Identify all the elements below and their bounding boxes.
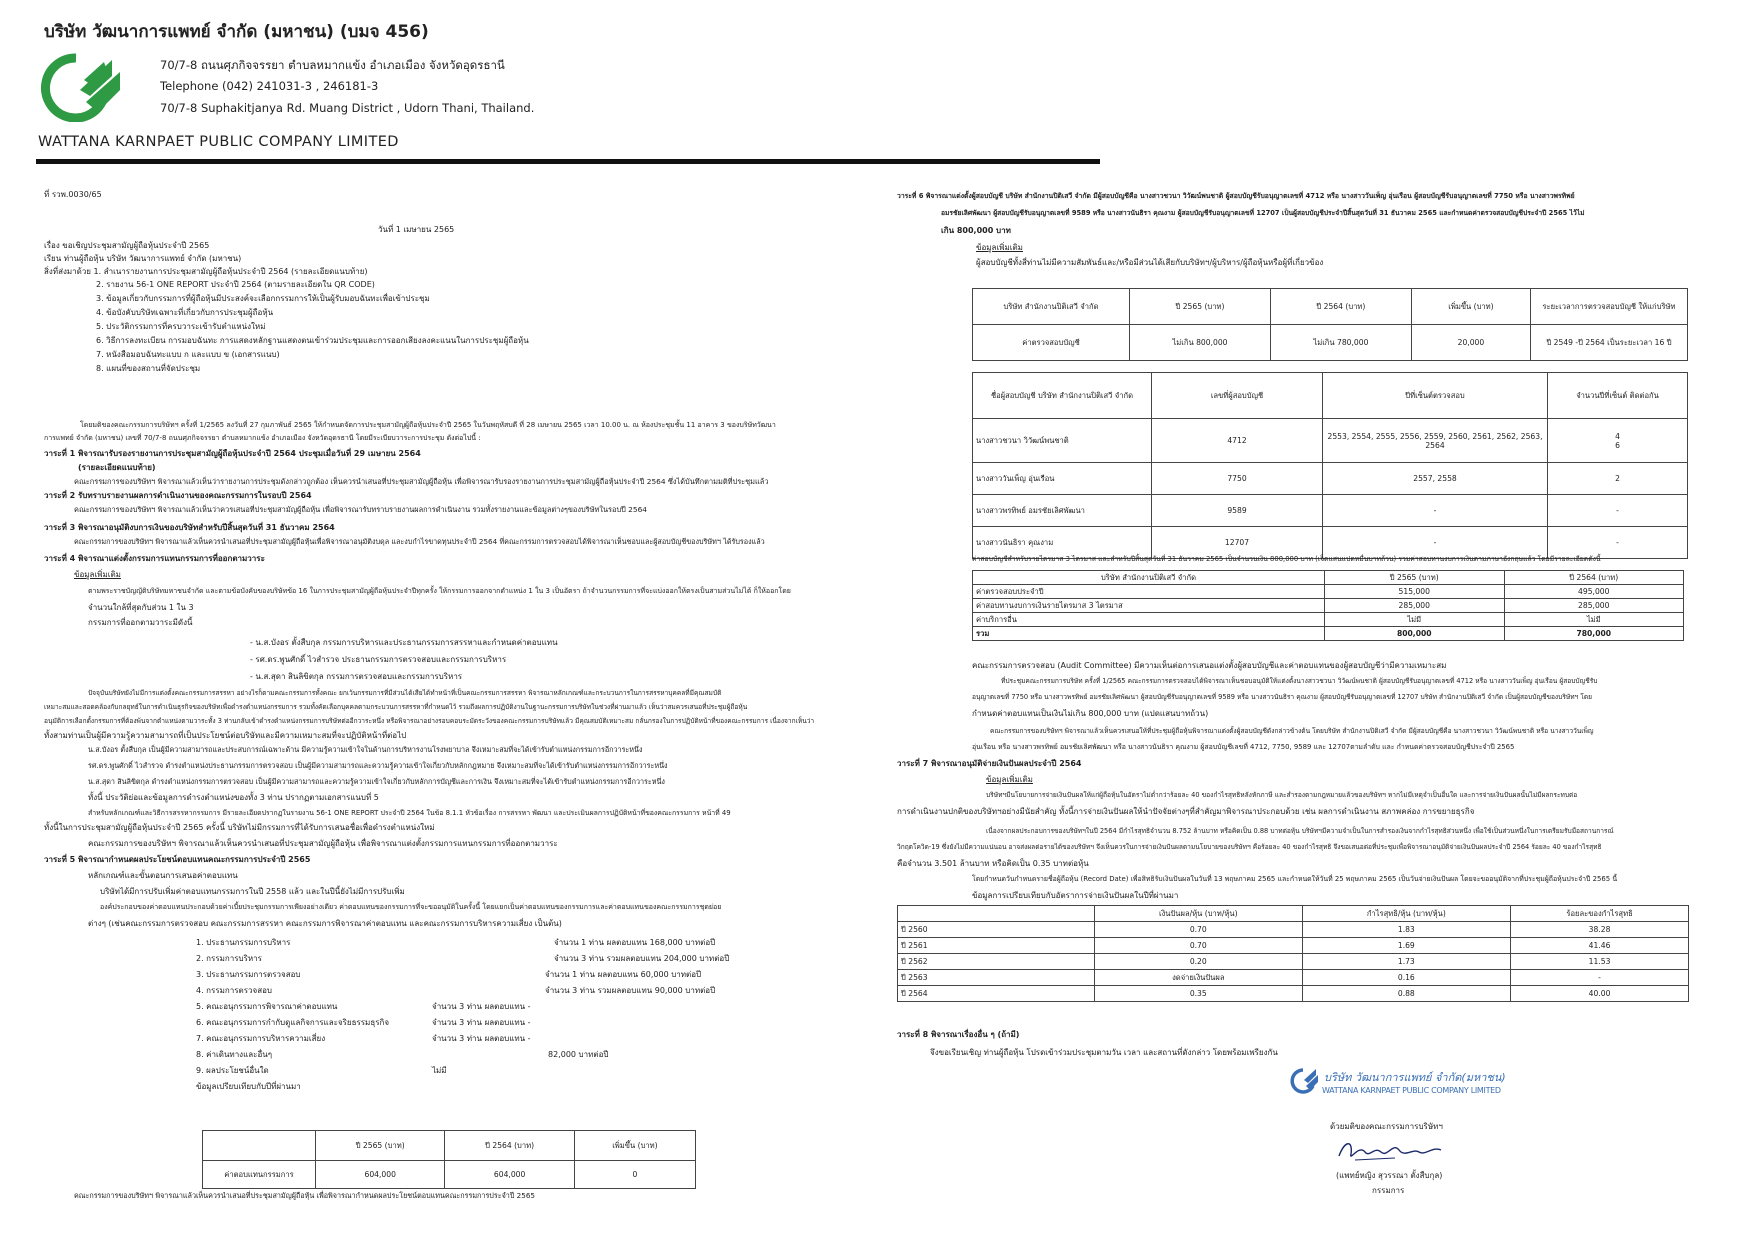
table-row — [973, 599, 1684, 613]
agenda-7-line: ข้อมูลการเปรียบเทียบกับอัตราการจ่ายเงินปันผลในปีที่ผ่านมา — [972, 891, 1179, 900]
compensation-label: 3. ประธานกรรมการตรวจสอบ — [196, 970, 301, 979]
table-row — [973, 627, 1684, 641]
table-header: บริษัท สำนักงานปิติเสวี จำกัด — [973, 571, 1325, 585]
by-board-resolution: ด้วยมติของคณะกรรมการบริษัทฯ — [1330, 1122, 1443, 1131]
table-cell: 2553, 2554, 2555, 2556, 2559, 2560, 2561, 2562, 2563, 2564 — [1323, 419, 1548, 463]
agenda-4-line: น.ส.สุดา สินลิขิตกุล ดำรงตำแหน่งกรรมการตรวจสอบ เป็นผู้มีความสามารถและความรู้ความเข้าใจเกี่ยวกับหลักการบัญชีและการเงิน จึงเหมาะสมที่จะได้เข้ารับตำแหน่งกรรมการอีกวาระหนึ่ง — [88, 777, 665, 786]
agenda-4-line: รศ.ดร.พูนศักดิ์ ไวสำรวจ ดำรงตำแหน่งประธานกรรมการตรวจสอบ เป็นผู้มีความสามารถและความรู้ความเข้าใจเกี่ยวกับหลักกฎหมาย จึงเหมาะสมที่จะได้เข้ารับตำแหน่งกรรมการอีกวาระหนึ่ง — [88, 761, 668, 770]
company-name-en: WATTANA KARNPAET PUBLIC COMPANY LIMITED — [38, 134, 399, 150]
compensation-value: จำนวน 3 ท่าน รวมผลตอบแทน 204,000 บาทต่อปี — [554, 954, 730, 963]
table-header: เพิ่มขึ้น (บาท) — [1411, 289, 1530, 325]
agenda-6-line: อนุญาตเลขที่ 7750 หรือ นางสาวพรทิพย์ อมรชัยเลิศพัฒนา ผู้สอบบัญชีรับอนุญาตเลขที่ 9589 หรือ นางสาวนันธิรา คุณงาม ผู้สอบบัญชีรับอนุญาตเลขที่ 12707 บริษัท สำนักงานปิติเสวี จำกัด เป็นผู้สอบบัญชีของบริษัทฯ โดย — [972, 693, 1593, 701]
stamp-company-en: WATTANA KARNPAET PUBLIC COMPANY LIMITED — [1322, 1086, 1501, 1095]
enclosure-item: 4. ข้อบังคับบริษัทเฉพาะที่เกี่ยวกับการประชุมผู้ถือหุ้น — [96, 308, 274, 317]
table-cell: 40.00 — [1511, 986, 1689, 1002]
letter-date: วันที่ 1 เมษายน 2565 — [378, 225, 455, 234]
stamp-logo — [1290, 1066, 1320, 1096]
table-cell: ไม่มี — [1504, 613, 1684, 627]
agenda-6-title: วาระที่ 6 พิจารณาแต่งตั้งผู้สอบบัญชี บริษัท สำนักงานปิติเสวี จำกัด มีผู้สอบบัญชีคือ นางสาวชวนา วิวัฒน์พนชาติ ผู้สอบบัญชีรับอนุญาตเลขที่ 4712 หรือ นางสาววันเพ็ญ อุ่นเรือน ผู้สอบบัญชีรับอนุญาตเลขที่ 7750 หรือ นางสาวพรทิพย์ — [897, 192, 1575, 200]
agenda-6-title-cont: อมรชัยเลิศพัฒนา ผู้สอบบัญชีรับอนุญาตเลขที่ 9589 หรือ นางสาวนันธิรา คุณงาม ผู้สอบบัญชีรับอนุญาตเลขที่ 12707 เป็นผู้สอบบัญชีประจำปีสิ้นสุดวันที่ 31 ธันวาคม 2565 และกำหนดค่าตรวจสอบบัญชีประจำปี 2565 ไว้ไม่ — [941, 209, 1585, 217]
audit-fee-table — [972, 288, 1688, 361]
agenda-4-line: คณะกรรมการของบริษัทฯ พิจารณาแล้วเห็นควรนำเสนอที่ประชุมสามัญผู้ถือหุ้น เพื่อพิจารณาแต่งตั้งกรรมการแทนกรรมการที่ออกตามวาระ — [88, 839, 558, 848]
table-cell: 0.20 — [1095, 954, 1303, 970]
compensation-value: 82,000 บาทต่อปี — [548, 1050, 609, 1059]
table-header: ร้อยละของกำไรสุทธิ — [1511, 906, 1689, 922]
agenda-6-line: คณะกรรมการของบริษัทฯ พิจารณาแล้วเห็นควรเสนอให้ที่ประชุมผู้ถือหุ้นพิจารณาแต่งตั้งผู้สอบบัญชีดังกล่าวข้างต้น โดยบริษัท สำนักงานปิติเสวี จำกัด มีผู้สอบบัญชีคือ นางสาวชวนา วิวัฒน์พนชาติ หรือ นางสาววันเพ็ญ — [990, 727, 1594, 735]
table-cell: ไม่เกิน 780,000 — [1270, 325, 1411, 361]
agenda-7-line: โดยกำหนดวันกำหนดรายชื่อผู้ถือหุ้น (Record Date) เพื่อสิทธิรับเงินปันผลในวันที่ 13 พฤษภาคม 2565 และกำหนดให้วันที่ 25 พฤษภาคม 2565 เป็นวันจ่ายเงินปันผล โดยจะขออนุมัติจากที่ประชุมผู้ถือหุ้นประจำปี 2565 นี้ — [972, 875, 1618, 883]
table-row — [973, 613, 1684, 627]
table-cell: - — [1323, 527, 1548, 559]
compensation-value: จำนวน 1 ท่าน ผลตอบแทน 168,000 บาทต่อปี — [554, 938, 716, 947]
table-cell: 4712 — [1152, 419, 1323, 463]
table-cell: 0.70 — [1095, 938, 1303, 954]
agenda-5-paragraph: บริษัทได้มีการปรับเพิ่มค่าตอบแทนกรรมการในปี 2558 แล้ว และในปีนี้ยังไม่มีการปรับเพิ่ม — [100, 887, 405, 896]
address-en: 70/7-8 Suphakitjanya Rd. Muang District , Udorn Thani, Thailand. — [160, 101, 535, 115]
table-cell: นางสาววันเพ็ญ อุ่นเรือน — [973, 463, 1152, 495]
table-row — [898, 986, 1689, 1002]
table-cell: 285,000 — [1504, 599, 1684, 613]
agenda-1-note: (รายละเอียดแนบท้าย) — [78, 463, 156, 472]
table-cell: ปี 2563 — [898, 970, 1095, 986]
compensation-label: 2. กรรมการบริหาร — [196, 954, 262, 963]
table-cell: งดจ่ายเงินปันผล — [1095, 970, 1303, 986]
table-cell: - — [1323, 495, 1548, 527]
table-row — [203, 1161, 696, 1189]
compensation-label: 9. ผลประโยชน์อื่นใด — [196, 1066, 269, 1075]
table-cell: 604,000 — [445, 1161, 574, 1189]
table-cell: 7750 — [1152, 463, 1323, 495]
table-row — [898, 970, 1689, 986]
compensation-table — [202, 1130, 696, 1189]
agenda-2-title: วาระที่ 2 รับทราบรายงานผลการดำเนินงานของคณะกรรมการในรอบปี 2564 — [44, 491, 312, 500]
table-cell: 285,000 — [1325, 599, 1505, 613]
agenda-6-title-cont: เกิน 800,000 บาท — [941, 226, 1011, 235]
table-header: เงินปันผล/หุ้น (บาท/หุ้น) — [1095, 906, 1303, 922]
table-row — [973, 325, 1688, 361]
agenda-6-line: กำหนดค่าตอบแทนเป็นเงินไม่เกิน 800,000 บาท (แปดแสนบาทถ้วน) — [972, 709, 1209, 718]
agenda-8-text: จึงขอเรียนเชิญ ท่านผู้ถือหุ้น โปรดเข้าร่วมประชุมตามวัน เวลา และสถานที่ดังกล่าว โดยพร้อมเพรียงกัน — [930, 1048, 1278, 1057]
table-cell: ไม่เกิน 800,000 — [1130, 325, 1271, 361]
table-cell: 9589 — [1152, 495, 1323, 527]
compensation-label: 6. คณะอนุกรรมการกำกับดูแลกิจการและจริยธรรมธุรกิจ — [196, 1018, 390, 1027]
agenda-8-title: วาระที่ 8 พิจารณาเรื่องอื่น ๆ (ถ้ามี) — [897, 1030, 1020, 1039]
comparison-caption: ข้อมูลเปรียบเทียบกับปีที่ผ่านมา — [196, 1082, 301, 1091]
agenda-4-line: ทั้งนี้ในการประชุมสามัญผู้ถือหุ้นประจำปี 2565 ครั้งนี้ บริษัทไม่มีกรรมการที่ได้รับการเสนอชื่อเพื่อดำรงตำแหน่งใหม่ — [44, 823, 435, 832]
agenda-5-closing: คณะกรรมการของบริษัทฯ พิจารณาแล้วเห็นควรนำเสนอที่ประชุมสามัญผู้ถือหุ้น เพื่อพิจารณากำหนดผลประโยชน์ตอบแทนคณะกรรมการประจำปี 2565 — [74, 1191, 535, 1200]
table-cell: นางสาวชวนา วิวัฒน์พนชาติ — [973, 419, 1152, 463]
table-cell: 38.28 — [1511, 922, 1689, 938]
table-row — [898, 954, 1689, 970]
table-cell: 800,000 — [1325, 627, 1505, 641]
enclosure-item: 2. รายงาน 56-1 ONE REPORT ประจำปี 2564 (ตามรายละเอียดใน QR CODE) — [96, 280, 375, 289]
table-cell: 2557, 2558 — [1323, 463, 1548, 495]
telephone: Telephone (042) 241031-3 , 246181-3 — [160, 79, 379, 93]
table-header: ระยะเวลาการตรวจสอบบัญชี ให้แก่บริษัท — [1531, 289, 1688, 325]
table-cell: ปี 2564 — [898, 986, 1095, 1002]
auditor-table — [972, 372, 1688, 559]
company-logo — [40, 50, 126, 122]
agenda-6-line: คณะกรรมการตรวจสอบ (Audit Committee) มีความเห็นต่อการเสนอแต่งตั้งผู้สอบบัญชีและค่าตอบแทนของผู้สอบบัญชีว่ามีความเหมาะสม — [972, 661, 1447, 670]
table-cell: - — [1548, 495, 1688, 527]
signer-name: (แพทย์หญิง สุวรรณา ตั้งสืบกุล) — [1336, 1171, 1443, 1180]
table-header: ปี 2564 (บาท) — [445, 1131, 574, 1161]
enclosure-item: 5. ประวัติกรรมการที่ครบวาระเข้ารับตำแหน่งใหม่ — [96, 322, 266, 331]
agenda-4-line: ทั้งสามท่านเป็นผู้มีความรู้ความสามารถที่เป็นประโยชน์ต่อบริษัทและมีความเหมาะสมที่จะปฏิบัติหน้าที่ต่อไป — [44, 731, 407, 740]
table-cell: 1.83 — [1302, 922, 1511, 938]
table-cell: - — [1548, 527, 1688, 559]
agenda-7-info-label: ข้อมูลเพิ่มเติม — [986, 775, 1033, 784]
compensation-value: จำนวน 3 ท่าน ผลตอบแทน - — [432, 1018, 531, 1027]
agenda-7-line: บริษัทฯมีนโยบายการจ่ายเงินปันผลให้แก่ผู้ถือหุ้นในอัตราไม่ต่ำกว่าร้อยละ 40 ของกำไรสุทธิหลังหักภาษี และสำรองตามกฎหมายแล้วของบริษัทฯ หากไม่มีเหตุจำเป็นอื่นใด และการจ่ายเงินปันผลนั้นไม่มีผลกระทบต่อ — [986, 791, 1578, 799]
table-cell: 515,000 — [1325, 585, 1505, 599]
table-header: กำไรสุทธิ/หุ้น (บาท/หุ้น) — [1302, 906, 1511, 922]
compensation-value: ไม่มี — [432, 1066, 447, 1075]
agenda-4-line: สำหรับหลักเกณฑ์และวิธีการสรรหากรรมการ มีรายละเอียดปรากฏในรายงาน 56-1 ONE REPORT ประจำปี 2564 ในข้อ 8.1.1 หัวข้อเรื่อง การสรรหา พัฒนา และประเมินผลการปฏิบัติหน้าที่ของคณะกรรมการ หน้าที่ 49 — [88, 809, 731, 817]
agenda-4-line: เหมาะสมและสอดคล้องกับกลยุทธ์ในการดำเนินธุรกิจของบริษัทเพื่อดำรงตำแหน่งกรรมการ รวมทั้งคัดเลือกบุคคลตามกระบวนการสรรหาที่กำหนดไว้ รวมถึงผลการปฏิบัติงานในฐานะกรรมการบริษัทในช่วงที่ผ่านมาแล้ว เห็นว่าสมควรเสนอที่ประชุมผู้ถือหุ้น — [44, 703, 748, 711]
table-cell: ไม่มี — [1325, 613, 1505, 627]
compensation-value: จำนวน 1 ท่าน ผลตอบแทน 60,000 บาทต่อปี — [545, 970, 702, 979]
address-th: 70/7-8 ถนนศุภกิจจรรยา ตำบลหมากแข้ง อำเภอเมือง จังหวัดอุดรธานี — [160, 58, 505, 72]
agenda-4-line: น.ส.บังอร ตั้งสืบกุล เป็นผู้มีความสามารถและประสบการณ์เฉพาะด้าน มีความรู้ความเข้าใจในด้านการบริหารงานโรงพยาบาล จึงเหมาะสมที่จะได้เข้ารับตำแหน่งกรรมการอีกวาระหนึ่ง — [88, 745, 643, 754]
table-header: ปี 2564 (บาท) — [1504, 571, 1684, 585]
table-cell: ค่าสอบทานงบการเงินรายไตรมาส 3 ไตรมาส — [973, 599, 1325, 613]
signature — [1335, 1134, 1445, 1166]
table-cell: 0 — [574, 1161, 695, 1189]
director-item: - น.ส.สุดา สินลิขิตกุล กรรมการตรวจสอบและกรรมการบริหาร — [250, 672, 463, 681]
table-cell: 0.70 — [1095, 922, 1303, 938]
agenda-6-line: อุ่นเรือน หรือ นางสาวพรทิพย์ อมรชัยเลิศพัฒนา หรือ นางสาวนันธิรา คุณงาม ผู้สอบบัญชีเลขที่ 4712, 7750, 9589 และ 12707ตามลำดับ และ กำหนดค่าตรวจสอบบัญชีประจำปี 2565 — [972, 743, 1515, 751]
director-item: - น.ส.บังอร ตั้งสืบกุล กรรมการบริหารและประธานกรรมการสรรหาและกำหนดค่าตอบแทน — [250, 638, 558, 647]
enclosure-item: 6. วิธีการลงทะเบียน การมอบฉันทะ การแสดงหลักฐานแสดงตนเข้าร่วมประชุมและการออกเสียงลงคะแนนในการประชุมผู้ถือหุ้น — [96, 336, 529, 345]
enclosure-item: 3. ข้อมูลเกี่ยวกับกรรมการที่ผู้ถือหุ้นมีประสงค์จะเลือกกรรมการให้เป็นผู้รับมอบฉันทะเพื่อเข้าประชุม — [96, 294, 430, 303]
table-cell: ค่าตรวจสอบประจำปี — [973, 585, 1325, 599]
agenda-7-line: เนื่องจากผลประกอบการของบริษัทฯในปี 2564 มีกำไรสุทธิจำนวน 8.752 ล้านบาท หรือคิดเป็น 0.88 บาทต่อหุ้น บริษัทฯมีความจำเป็นในการสำรองเงินจากกำไรสุทธิส่วนหนึ่ง เพื่อใช้เป็นส่วนหนึ่งในการเตรียมรับมือสถานการณ์ — [986, 827, 1614, 835]
table-cell: รวม — [973, 627, 1325, 641]
table-cell: ค่าบริการอื่น — [973, 613, 1325, 627]
agenda-3-title: วาระที่ 3 พิจารณาอนุมัติงบการเงินของบริษัทสำหรับปีสิ้นสุดวันที่ 31 ธันวาคม 2564 — [44, 523, 335, 532]
table-cell: 11.53 — [1511, 954, 1689, 970]
table-header: ปีที่เซ็นต์ตรวจสอบ — [1323, 373, 1548, 419]
agenda-4-paragraph: จำนวนใกล้ที่สุดกับส่วน 1 ใน 3 — [88, 603, 194, 612]
agenda-4-paragraph: กรรมการที่ออกตามวาระมีดังนี้ — [88, 618, 193, 627]
agenda-4-paragraph: ตามพระราชบัญญัติบริษัทมหาชนจำกัด และตามข้อบังคับของบริษัทข้อ 16 ในการประชุมสามัญผู้ถือหุ้นประจำปีทุกครั้ง ให้กรรมการออกจากตำแหน่ง 1 ใน 3 เป็นอัตรา ถ้าจำนวนกรรมการที่จะแบ่งออกให้ตรงเป็นสามส่วนไม่ได้ ก็ให้ออกโดย — [88, 587, 791, 595]
table-cell: ปี 2562 — [898, 954, 1095, 970]
compensation-label: 5. คณะอนุกรรมการพิจารณาค่าตอบแทน — [196, 1002, 338, 1011]
table-cell: ปี 2560 — [898, 922, 1095, 938]
table-header — [898, 906, 1095, 922]
table-cell: นางสาวนันธิรา คุณงาม — [973, 527, 1152, 559]
compensation-label: 1. ประธานกรรมการบริหาร — [196, 938, 291, 947]
agenda-7-title: วาระที่ 7 พิจารณาอนุมัติจ่ายเงินปันผลประจำปี 2564 — [897, 759, 1082, 768]
table-header: เพิ่มขึ้น (บาท) — [574, 1131, 695, 1161]
agenda-3-text: คณะกรรมการของบริษัทฯ พิจารณาแล้วเห็นควรนำเสนอที่ประชุมสามัญผู้ถือหุ้นเพื่อพิจารณาอนุมัติงบดุล และงบกำไรขาดทุนประจำปี 2564 ที่คณะกรรมการตรวจสอบได้พิจารณาเห็นชอบและผู้สอบบัญชีของบริษัทฯ ได้รับรองแล้ว — [74, 537, 765, 546]
table-header: ปี 2565 (บาท) — [316, 1131, 445, 1161]
table-cell: 0.88 — [1302, 986, 1511, 1002]
enclosure-item: 7. หนังสือมอบฉันทะแบบ ก และแบบ ข (เอกสารแนบ) — [96, 350, 280, 359]
intro-paragraph-cont: การแพทย์ จำกัด (มหาชน) เลขที่ 70/7-8 ถนนศุภกิจจรรยา ตำบลหมากแข้ง อำเภอเมือง จังหวัดอุดรธานี โดยมีระเบียบวาระการประชุม ดังต่อไปนี้ : — [44, 434, 481, 442]
agenda-4-line: อนุมัติการเลือกตั้งกรรมการที่ต้องพ้นจากตำแหน่งตามวาระทั้ง 3 ท่านกลับเข้าดำรงตำแหน่งกรรมการบริษัทต่ออีกวาระหนึ่ง หรือพิจารณาอย่างรอบคอบระมัดระวังของคณะกรรมการบริษัทแล้ว มีคุณสมบัติเหมาะสม กลั่นกรองในการปฏิบัติหน้าที่ของคณะกรรมการ เนื่องจากเห็นว่า — [44, 717, 815, 725]
audit-fee-breakdown-table — [972, 570, 1684, 641]
dividend-table — [897, 905, 1689, 1002]
table-cell: ปี 2549 -ปี 2564 เป็นระยะเวลา 16 ปี — [1531, 325, 1688, 361]
enclosure-label: สิ่งที่ส่งมาด้วย 1. สำเนารายงานการประชุมสามัญผู้ถือหุ้นประจำปี 2564 (รายละเอียดแนบท้าย) — [44, 267, 368, 276]
agenda-6-info: ผู้สอบบัญชีทั้งสี่ท่านไม่มีความสัมพันธ์และ/หรือมีส่วนได้เสียกับบริษัทฯ/ผู้บริหาร/ผู้ถือหุ้นหรือผู้ที่เกี่ยวข้อง — [976, 258, 1324, 267]
table-cell: 1.69 — [1302, 938, 1511, 954]
compensation-label: 7. คณะอนุกรรมการบริหารความเสี่ยง — [196, 1034, 326, 1043]
compensation-value: จำนวน 3 ท่าน ผลตอบแทน - — [432, 1002, 531, 1011]
table-row — [973, 585, 1684, 599]
table-cell: 0.16 — [1302, 970, 1511, 986]
letter-recipient: เรียน ท่านผู้ถือหุ้น บริษัท วัฒนาการแพทย์ จำกัด (มหาชน) — [44, 254, 242, 263]
table-cell: 41.46 — [1511, 938, 1689, 954]
director-item: - รศ.ดร.พูนศักดิ์ ไวสำรวจ ประธานกรรมการตรวจสอบและกรรมการบริหาร — [250, 655, 507, 664]
compensation-value: จำนวน 3 ท่าน ผลตอบแทน - — [432, 1034, 531, 1043]
audit-fee-note: ค่าสอบบัญชีสำหรับรายไตรมาส 3 ไตรมาส และสำหรับปีสิ้นสุดวันที่ 31 ธันวาคม 2565 เป็นจำนวนเงิน 800,000 บาท (เจ็ดแสนแปดหมื่นบาทถ้วน) รวมค่าสอบทานงบการเงินตามภาษาอังกฤษแล้ว โดยมีรายละเอียดดังนี้ — [972, 555, 1601, 563]
table-header: บริษัท สำนักงานปิติเสวี จำกัด — [973, 289, 1130, 325]
agenda-2-text: คณะกรรมการของบริษัทฯ พิจารณาแล้วเห็นว่าควรเสนอที่ประชุมสามัญผู้ถือหุ้น เพื่อพิจารณารับทราบรายงานผลการดำเนินงาน รวมทั้งรายงานและข้อมูลต่างๆของบริษัทในรอบปี 2564 — [74, 505, 647, 514]
table-header: จำนวนปีที่เซ็นต์ ติดต่อกัน — [1548, 373, 1688, 419]
table-cell: 0.35 — [1095, 986, 1303, 1002]
table-cell: 780,000 — [1504, 627, 1684, 641]
agenda-7-line: วิกฤตโควิด-19 ซึ่งยังไม่มีความแน่นอน อาจส่งผลต่อรายได้ของบริษัทฯ จึงเห็นควรในการจ่ายเงินปันผลตามนโยบายของบริษัทฯ คือร้อยละ 40 ของกำไรสุทธิ จึงขอเสนอต่อที่ประชุมเพื่อพิจารณาอนุมัติจ่ายเงินปันผลประจำปี 2564 ร้อยละ 40 ของกำไรสุทธิ — [897, 843, 1602, 851]
table-cell: 2 — [1548, 463, 1688, 495]
agenda-1-title: วาระที่ 1 พิจารณารับรองรายงานการประชุมสามัญผู้ถือหุ้นประจำปี 2564 ประชุมเมื่อวันที่ 29 เมษายน 2564 — [44, 449, 421, 458]
company-title-th: บริษัท วัฒนาการแพทย์ จำกัด (มหาชน) (บมจ 456) — [44, 22, 429, 42]
agenda-5-title: วาระที่ 5 พิจารณากำหนดผลประโยชน์ตอบแทนคณะกรรมการประจำปี 2565 — [44, 855, 311, 864]
table-cell: 12707 — [1152, 527, 1323, 559]
intro-paragraph: โดยมติของคณะกรรมการบริษัทฯ ครั้งที่ 1/2565 ลงวันที่ 27 กุมภาพันธ์ 2565 ให้กำหนดจัดการประชุมสามัญผู้ถือหุ้นประจำปี 2565 ในวันพฤหัสบดี ที่ 28 เมษายน 2565 เวลา 10.00 น. ณ ห้องประชุมชั้น 11 อาคาร 3 ของบริษัทวัฒนา — [80, 421, 776, 429]
agenda-1-text: คณะกรรมการของบริษัทฯ พิจารณาแล้วเห็นว่ารายงานการประชุมดังกล่าวถูกต้อง เห็นควรนำเสนอที่ประชุมสามัญผู้ถือหุ้น เพื่อพิจารณารับรองรายงานการประชุมสามัญผู้ถือหุ้นประจำปี 2564 ซึ่งได้บันทึกตามมติที่ประชุมแล้ว — [74, 477, 769, 486]
agenda-4-info-label: ข้อมูลเพิ่มเติม — [74, 570, 121, 579]
table-header: ปี 2564 (บาท) — [1270, 289, 1411, 325]
compensation-value: จำนวน 3 ท่าน รวมผลตอบแทน 90,000 บาทต่อปี — [545, 986, 716, 995]
table-header: ปี 2565 (บาท) — [1130, 289, 1271, 325]
table-row — [973, 419, 1688, 463]
header-rule — [36, 159, 1100, 164]
table-cell: 4 6 — [1548, 419, 1688, 463]
reference-number: ที่ รวพ.0030/65 — [44, 190, 102, 199]
table-row — [973, 463, 1688, 495]
table-header: เลขที่ผู้สอบบัญชี — [1152, 373, 1323, 419]
table-cell: 604,000 — [316, 1161, 445, 1189]
table-cell: 495,000 — [1504, 585, 1684, 599]
letter-subject: เรื่อง ขอเชิญประชุมสามัญผู้ถือหุ้นประจำปี 2565 — [44, 241, 210, 250]
compensation-label: 8. ค่าเดินทางและอื่นๆ — [196, 1050, 273, 1059]
enclosure-item: 8. แผนที่ของสถานที่จัดประชุม — [96, 364, 201, 373]
table-header — [203, 1131, 316, 1161]
table-row — [898, 922, 1689, 938]
table-cell: 20,000 — [1411, 325, 1530, 361]
table-cell: นางสาวพรทิพย์ อมรชัยเลิศพัฒนา — [973, 495, 1152, 527]
agenda-6-info-label: ข้อมูลเพิ่มเติม — [976, 243, 1023, 252]
table-header: ปี 2565 (บาท) — [1325, 571, 1505, 585]
table-cell: ค่าตรวจสอบบัญชี — [973, 325, 1130, 361]
table-row — [973, 495, 1688, 527]
table-cell: 1.73 — [1302, 954, 1511, 970]
agenda-6-line: ที่ประชุมคณะกรรมการบริษัท ครั้งที่ 1/2565 คณะกรรมการตรวจสอบได้พิจารณาเห็นชอบอนุมัติให้แต่งตั้งนางสาวชวนา วิวัฒน์พนชาติ ผู้สอบบัญชีรับอนุญาตเลขที่ 4712 หรือ นางสาววันเพ็ญ อุ่นเรือน ผู้สอบบัญชีรับ — [1001, 677, 1598, 685]
agenda-7-line: การดำเนินงานปกติของบริษัทฯอย่างมีนัยสำคัญ ทั้งนี้การจ่ายเงินปันผลให้นำปัจจัยต่างๆที่สำคัญมาพิจารณาประกอบด้วย เช่น ผลการดำเนินงาน สภาพคล่อง การขยายธุรกิจ — [897, 807, 1475, 816]
table-cell: ปี 2561 — [898, 938, 1095, 954]
agenda-4-line: ทั้งนี้ ประวัติย่อและข้อมูลการดำรงตำแหน่งของทั้ง 3 ท่าน ปรากฏตามเอกสารแนบที่ 5 — [88, 793, 379, 802]
table-header: ชื่อผู้สอบบัญชี บริษัท สำนักงานปิติเสวี จำกัด — [973, 373, 1152, 419]
agenda-5-paragraph: ต่างๆ (เช่นคณะกรรมการตรวจสอบ คณะกรรมการสรรหา คณะกรรมการพิจารณาค่าตอบแทน และคณะกรรมการบริหารความเสี่ยง เป็นต้น) — [88, 919, 562, 928]
agenda-5-subtitle: หลักเกณฑ์และขั้นตอนการเสนอค่าตอบแทน — [88, 871, 238, 880]
agenda-5-paragraph: องค์ประกอบของค่าตอบแทนประกอบด้วยค่าเบี้ยประชุมกรรมการเพียงอย่างเดียว ค่าตอบแทนของกรรมการที่จะขออนุมัติในครั้งนี้ โดยแยกเป็นค่าตอบแทนของกรรมการและค่าตอบแทนของคณะกรรมการชุดย่อย — [100, 903, 722, 911]
agenda-4-line: ปัจจุบันบริษัทยังไม่มีการแต่งตั้งคณะกรรมการสรรหา อย่างไรก็ตามคณะกรรมการทั้งคณะ ยกเว้นกรรมการที่มีส่วนได้เสียได้ทำหน้าที่เป็นคณะกรรมการสรรหา พิจารณาหลักเกณฑ์และกระบวนการในการสรรหาบุคคลที่มีคุณสมบัติ — [88, 689, 722, 697]
table-row — [898, 938, 1689, 954]
signer-title: กรรมการ — [1372, 1186, 1405, 1195]
table-cell: ค่าตอบแทนกรรมการ — [203, 1161, 316, 1189]
agenda-4-title: วาระที่ 4 พิจารณาแต่งตั้งกรรมการแทนกรรมการที่ออกตามวาระ — [44, 554, 265, 563]
compensation-label: 4. กรรมการตรวจสอบ — [196, 986, 272, 995]
agenda-7-line: คือจำนวน 3.501 ล้านบาท หรือคิดเป็น 0.35 บาทต่อหุ้น — [897, 859, 1089, 868]
table-cell: - — [1511, 970, 1689, 986]
stamp-company-th: บริษัท วัฒนาการแพทย์ จำกัด(มหาชน) — [1324, 1071, 1506, 1084]
